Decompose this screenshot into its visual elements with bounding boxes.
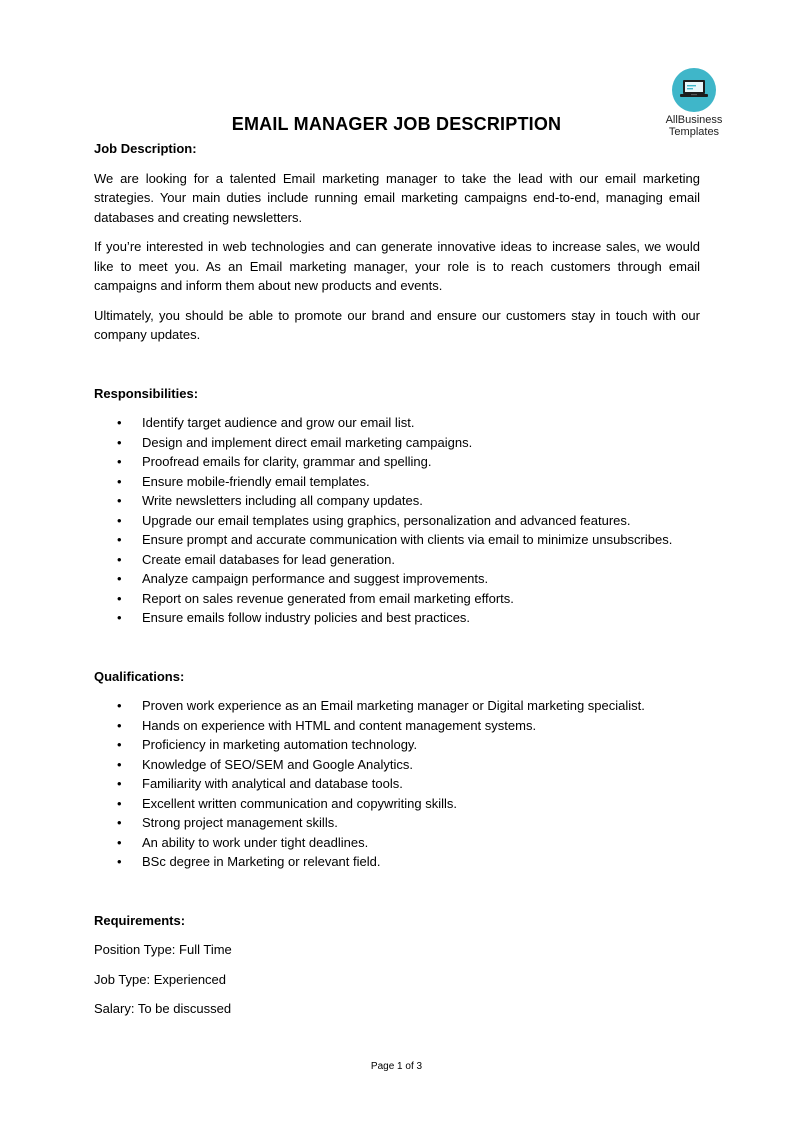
- bullet-icon: •: [117, 571, 122, 586]
- job-description-paragraph: If you’re interested in web technologies and can generate innovative ideas to increase sales, we would like to meet you. As an Email marketing manager, your role is to reach customers through email campaigns and inform them about new products and events.: [94, 239, 700, 293]
- bullet-icon: •: [117, 737, 122, 752]
- list-item: [94, 472, 700, 492]
- job-description-heading: Job Description:: [94, 141, 197, 156]
- list-item-text: Familiarity with analytical and database tools.: [142, 776, 403, 791]
- bullet-icon: •: [117, 610, 122, 625]
- job-description-paragraph: Ultimately, you should be able to promote our brand and ensure our customers stay in touch with our company updates.: [94, 307, 700, 342]
- list-item-text: BSc degree in Marketing or relevant field.: [142, 854, 381, 869]
- list-item: [94, 794, 700, 814]
- bullet-icon: •: [117, 776, 122, 791]
- list-item: [94, 433, 700, 453]
- list-item-text: Write newsletters including all company updates.: [142, 493, 423, 508]
- list-item-text: Proofread emails for clarity, grammar and spelling.: [142, 454, 432, 469]
- bullet-icon: •: [117, 512, 122, 528]
- list-item-text: Upgrade our email templates using graphics, personalization and advanced features.: [142, 512, 631, 528]
- logo-circle: [672, 68, 716, 112]
- bullet-icon: •: [117, 434, 122, 450]
- bullet-icon: •: [117, 698, 122, 713]
- responsibilities-heading: Responsibilities:: [94, 385, 199, 401]
- list-item: [94, 530, 700, 550]
- list-item: [94, 608, 700, 628]
- list-item-text: Design and implement direct email marketing campaigns.: [142, 434, 473, 450]
- list-item: [94, 774, 700, 794]
- bullet-icon: •: [117, 551, 122, 567]
- list-item: [94, 833, 700, 853]
- list-item-text: Report on sales revenue generated from email marketing efforts.: [142, 590, 514, 606]
- bullet-icon: •: [117, 532, 122, 547]
- logo-text-line-2: Templates: [668, 126, 720, 138]
- list-item: [94, 852, 700, 872]
- bullet-icon: •: [117, 756, 122, 772]
- document-body: [94, 139, 700, 1019]
- bullet-icon: •: [117, 815, 122, 830]
- list-item-text: Ensure mobile-friendly email templates.: [142, 473, 370, 489]
- list-item: [94, 413, 700, 433]
- list-item-text: Excellent written communication and copywriting skills.: [142, 795, 458, 811]
- list-item: [94, 696, 700, 716]
- section-spacer: [94, 628, 700, 667]
- list-item-text: Proficiency in marketing automation technology.: [142, 737, 418, 752]
- bullet-icon: •: [117, 834, 122, 850]
- bullet-icon: •: [117, 415, 122, 430]
- qualifications-heading: Qualifications:: [94, 668, 185, 684]
- page-number-footer: Page 1 of 3: [370, 1061, 423, 1072]
- list-item: [94, 491, 700, 511]
- bullet-icon: •: [117, 454, 122, 469]
- requirement-position-type: Position Type: Full Time: [94, 942, 232, 957]
- job-description-paragraph: We are looking for a talented Email marketing manager to take the lead with our email marketing strategies. Your main duties include running email marketing campaigns end-to-end, managing email databases and creating newsletters.: [94, 170, 700, 225]
- section-spacer: [94, 345, 700, 384]
- logo-text-line-1: AllBusiness: [665, 114, 723, 126]
- responsibilities-list: [94, 413, 700, 628]
- bullet-icon: •: [117, 795, 122, 811]
- list-item-text: Strong project management skills.: [142, 815, 338, 830]
- list-item: [94, 452, 700, 472]
- bullet-icon: •: [117, 493, 122, 508]
- list-item-text: Proven work experience as an Email marketing manager or Digital marketing specialist.: [142, 698, 645, 713]
- list-item: [94, 569, 700, 589]
- laptop-icon: [680, 78, 708, 102]
- list-item: [94, 755, 700, 775]
- list-item-text: An ability to work under tight deadlines.: [142, 834, 369, 850]
- bullet-icon: •: [117, 590, 122, 606]
- list-item-text: Create email databases for lead generation.: [142, 551, 395, 567]
- list-item: [94, 589, 700, 609]
- section-spacer: [94, 872, 700, 911]
- list-item: [94, 511, 700, 531]
- bullet-icon: •: [117, 717, 122, 733]
- list-item-text: Identify target audience and grow our email list.: [142, 415, 415, 430]
- list-item-text: Knowledge of SEO/SEM and Google Analytics.: [142, 756, 413, 772]
- requirements-heading: Requirements:: [94, 912, 186, 928]
- list-item: [94, 813, 700, 833]
- qualifications-list: [94, 696, 700, 872]
- list-item: [94, 716, 700, 736]
- list-item-text: Analyze campaign performance and suggest improvements.: [142, 571, 489, 586]
- list-item: [94, 550, 700, 570]
- requirement-job-type: Job Type: Experienced: [94, 971, 227, 987]
- bullet-icon: •: [117, 473, 122, 489]
- bullet-icon: •: [117, 854, 122, 869]
- list-item-text: Hands on experience with HTML and content management systems.: [142, 717, 537, 733]
- requirement-salary: Salary: To be discussed: [94, 1001, 232, 1016]
- list-item-text: Ensure emails follow industry policies and best practices.: [142, 610, 471, 625]
- list-item-text: Ensure prompt and accurate communication with clients via email to minimize unsubscribes.: [142, 532, 673, 547]
- list-item: [94, 735, 700, 755]
- document-title: EMAIL MANAGER JOB DESCRIPTION: [231, 114, 562, 134]
